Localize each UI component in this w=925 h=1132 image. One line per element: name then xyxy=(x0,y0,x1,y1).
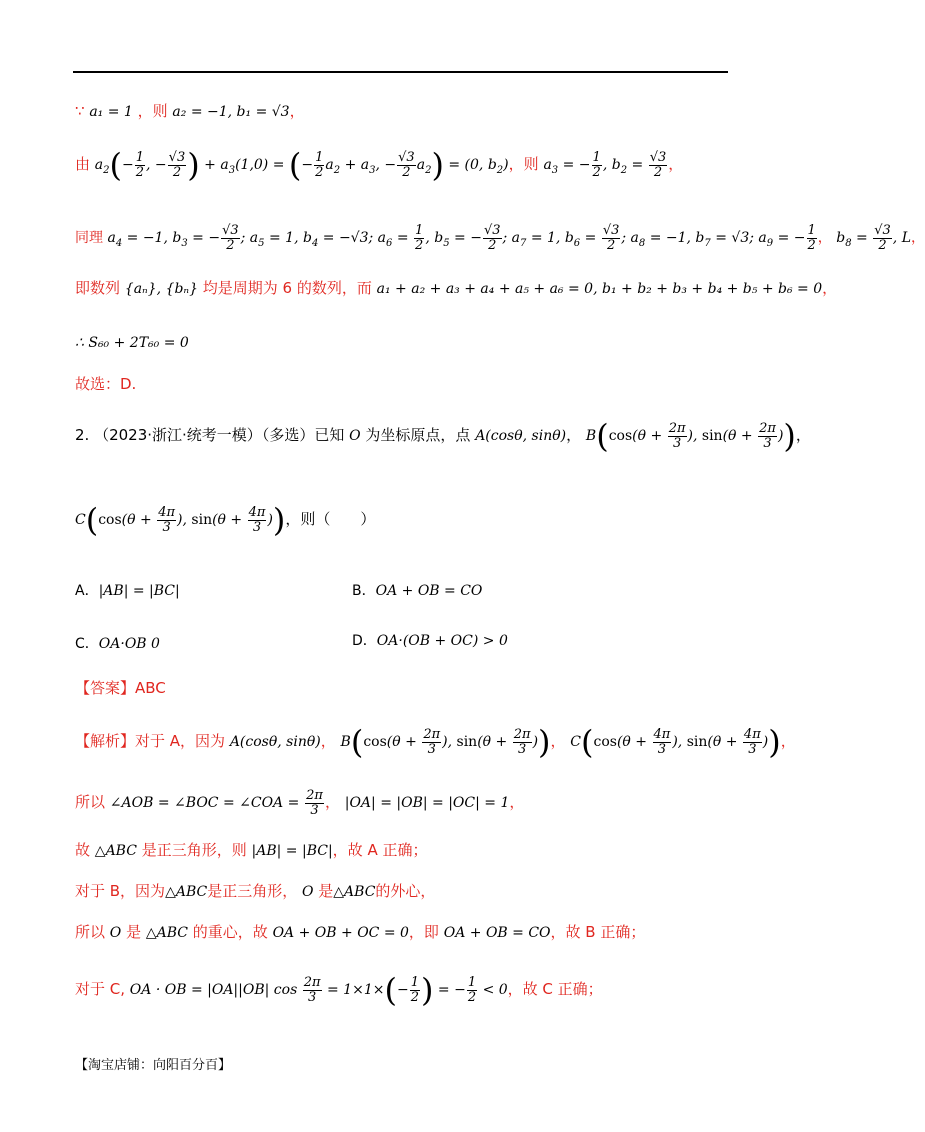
text-line-1: ∵ a₁ = 1 ，则 a₂ = −1, b₁ = √3， xyxy=(75,102,305,120)
option-c[interactable]: C．OA·OB 0 xyxy=(75,636,160,652)
question-2-point-c: C(cos(θ + $\frac{4\pi}{3}$ ), sin(θ + $\frac{4\pi}{3}$ ))，则（ ） xyxy=(75,501,376,539)
analysis-line-4: 对于 B，因为△ABC是正三角形， O 是△ABC的外心， xyxy=(75,882,436,900)
analysis-line-1: 【解析】对于 A，因为 A(cosθ, sinθ)， B(cos(θ + $\frac{2\pi}{3}$ ), sin(θ + $\frac{2\pi}{3}$ ))， C(cos(θ + $\frac{4\pi}{3}$ ), sin(θ + $\frac{4\pi}{3}$ ))， xyxy=(75,723,796,761)
text-line-5: ∴ S₆₀ + 2T₆₀ = 0 xyxy=(75,335,189,351)
analysis-line-6: 对于 C, OA · OB = |OA||OB| cos $\frac{2\pi}{3}$ = 1×1×(− $\frac{1}{2}$ ) = − $\frac{1}{2}$ < 0，故 C 正确； xyxy=(75,971,603,1009)
analysis-line-3: 故 △ABC 是正三角形，则 |AB| = |BC|，故 A 正确； xyxy=(75,841,428,859)
footer-shop-name: 【淘宝店铺：向阳百分百】 xyxy=(75,1058,232,1073)
analysis-line-5: 所以 O 是 △ABC 的重心，故 OA + OB + OC = 0，即 OA + OB = CO，故 B 正确； xyxy=(75,923,646,941)
text-line-2: 由 $a_2(-$ $\frac{1}{2}$ , − $\frac{√3}{2}$ ) + $a_3(1,0)$ = (− $\frac{1}{2}$ $a_2 + a_3$, − $\frac{√3}{2}$ $a_2) = (0$, $b_2$)，则 $a_3$ = − $\frac{1}{2}$ , $b_2$ = $\frac{√3}{2}$ ， xyxy=(75,146,684,184)
option-b[interactable]: B．OA + OB = CO xyxy=(352,583,483,599)
question-2-line: 2. （2023·浙江·统考一模）（多选）已知 O 为坐标原点，点 A(cosθ, sinθ)， B(cos(θ + $\frac{2\pi}{3}$ ), sin(θ + $\frac{2\pi}{3}$ ))， xyxy=(75,417,811,455)
text-line-4: 即数列 {aₙ}, {bₙ} 均是周期为 6 的数列，而 a₁ + a₂ + a₃ + a₄ + a₅ + a₆ = 0, b₁ + b₂ + b₃ + b₄ + b₅ + b₆ = 0， xyxy=(75,279,838,297)
header-rule xyxy=(73,71,728,73)
option-a[interactable]: A．|AB| = |BC| xyxy=(75,583,180,599)
option-d[interactable]: D．OA·(OB + OC) > 0 xyxy=(352,633,508,649)
answer-choice-line: 故选：D. xyxy=(75,375,137,393)
answer-line: 【答案】ABC xyxy=(75,679,166,697)
analysis-line-2: 所以 ∠AOB = ∠BOC = ∠COA = $\frac{2\pi}{3}$ ， |OA| = |OB| = |OC| = 1， xyxy=(75,788,525,818)
text-line-3: 同理 $a_4 = -1$, $b_3$ = − $\frac{√3}{2}$ ; $a_5 = 1$, $b_4 = -√3$; $a_6$ = $\frac{1}{2}$ , $b_5$ = − $\frac{√3}{2}$ ; $a_7 = 1$, $b_6$ = $\frac{√3}{2}$ ; $a_8 = -1$, $b_7 = √3$; $a_9$ = − $\frac{1}{2}$ ， $b_8$ = $\frac{√3}{2}$ , L， xyxy=(75,223,925,253)
